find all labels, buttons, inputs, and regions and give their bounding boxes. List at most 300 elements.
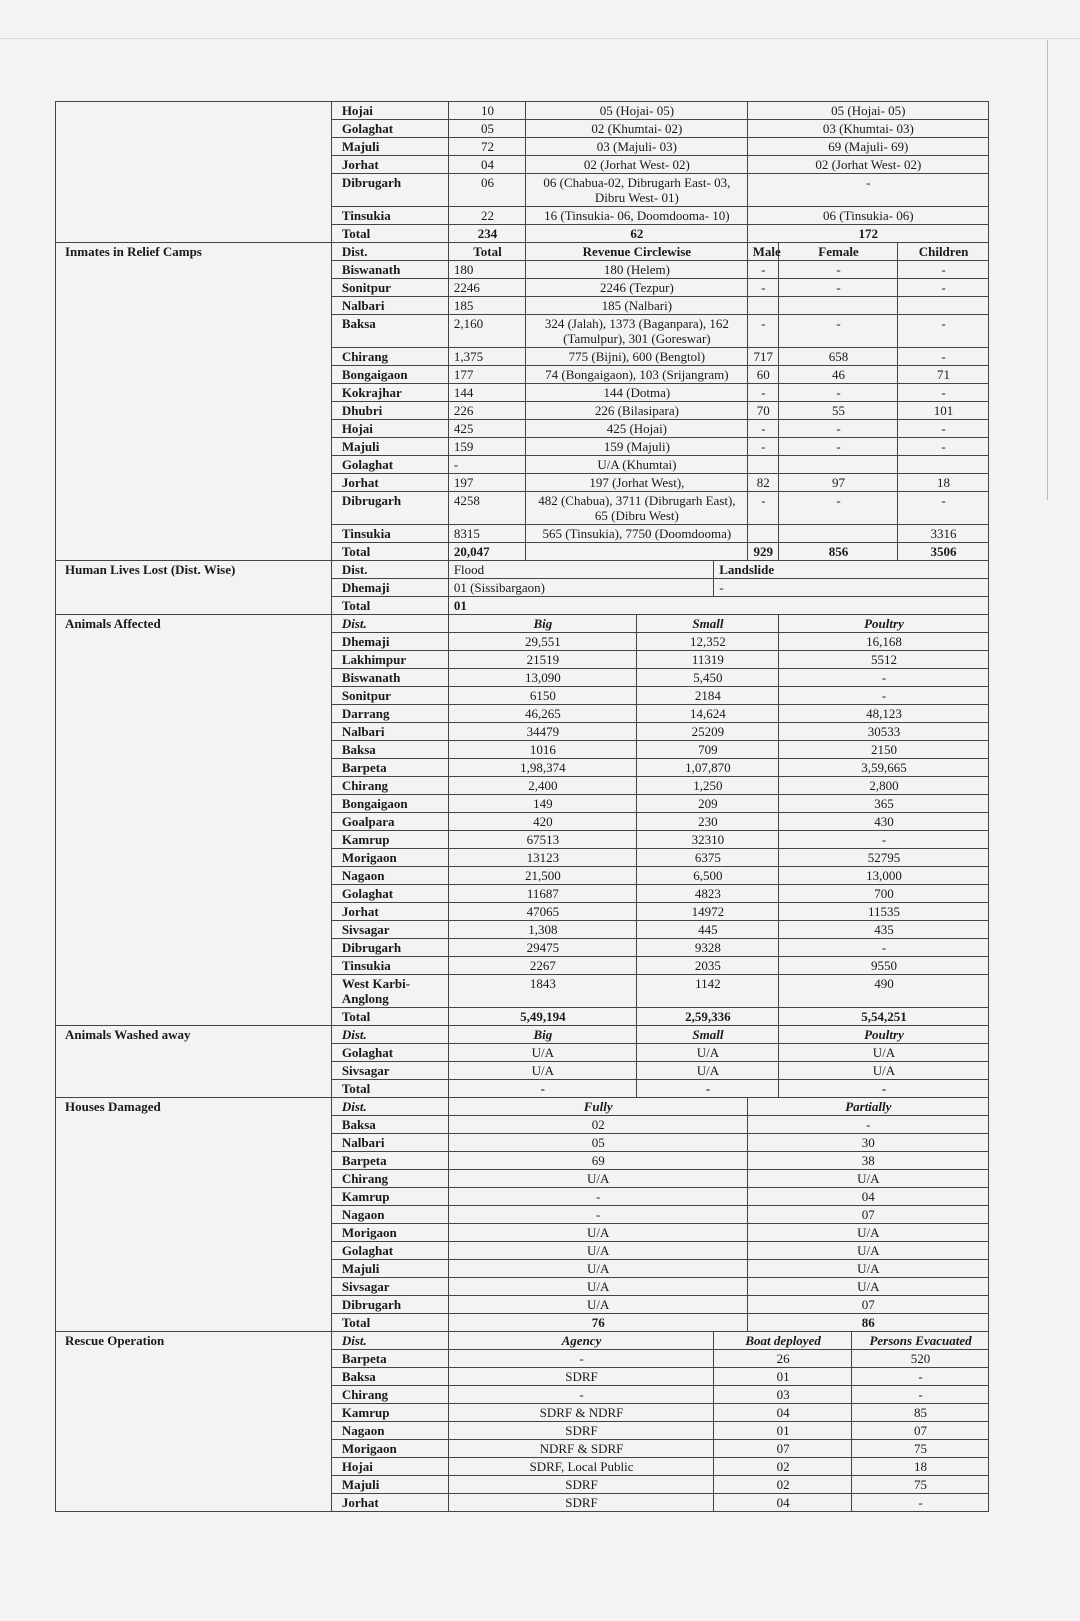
circle-cell: 03 (Khumtai- 03) [747,120,988,138]
column-header: Flood [448,561,713,579]
district-name: Nalbari [331,297,448,315]
small-cell: 1142 [636,975,778,1008]
female-cell: - [778,492,897,525]
district-name: Morigaon [331,849,448,867]
district-name: Baksa [331,741,448,759]
count-cell: 22 [448,207,525,225]
count-cell: 72 [448,138,525,156]
fully-cell: U/A [448,1296,747,1314]
column-header: Fully [448,1098,747,1116]
small-cell: 12,352 [636,633,778,651]
circle-cell: 06 (Chabua-02, Dibrugarh East- 03, Dibru West- 01) [526,174,747,207]
persons-cell: - [852,1494,989,1512]
circle-cell [526,543,747,561]
big-cell: 13,090 [448,669,636,687]
big-cell: 2267 [448,957,636,975]
boat-cell: 03 [714,1386,852,1404]
section-label: Animals Washed away [56,1026,332,1098]
district-name: Total [331,1080,448,1098]
fully-cell: - [448,1206,747,1224]
male-cell: 70 [747,402,778,420]
district-name: Tinsukia [331,957,448,975]
district-name: Baksa [331,315,448,348]
agency-cell: SDRF [448,1476,713,1494]
circle-cell: 62 [526,225,747,243]
fully-cell: 05 [448,1134,747,1152]
circle-cell: 226 (Bilasipara) [526,402,747,420]
big-cell: U/A [448,1044,636,1062]
poultry-cell: - [778,1080,988,1098]
column-header: Dist. [331,243,448,261]
count-cell: 05 [448,120,525,138]
district-name: Golaghat [331,120,448,138]
district-name: Darrang [331,705,448,723]
female-cell [778,525,897,543]
column-header: Male [747,243,778,261]
big-cell: 420 [448,813,636,831]
small-cell: 11319 [636,651,778,669]
big-cell: 67513 [448,831,636,849]
column-header: Female [778,243,897,261]
circle-cell: 185 (Nalbari) [526,297,747,315]
partially-cell: 07 [747,1296,988,1314]
agency-cell: SDRF [448,1494,713,1512]
district-name: Total [331,597,448,615]
table-row [56,1332,989,1350]
children-cell: - [898,261,989,279]
agency-cell: SDRF & NDRF [448,1404,713,1422]
small-cell: 445 [636,921,778,939]
circle-cell: 159 (Majuli) [526,438,747,456]
column-header: Landslide [714,561,989,579]
big-cell: 5,49,194 [448,1008,636,1026]
column-header: Dist. [331,1026,448,1044]
district-name: Total [331,543,448,561]
total-cell: 226 [448,402,525,420]
children-cell: - [898,438,989,456]
small-cell: 9328 [636,939,778,957]
small-cell: 1,250 [636,777,778,795]
small-cell: 14972 [636,903,778,921]
small-cell: U/A [636,1062,778,1080]
persons-cell: 85 [852,1404,989,1422]
column-header: Dist. [331,561,448,579]
poultry-cell: - [778,687,988,705]
fully-cell: U/A [448,1224,747,1242]
district-name: Chirang [331,777,448,795]
district-name: Nagaon [331,1206,448,1224]
district-name: Total [331,1008,448,1026]
column-header: Partially [747,1098,988,1116]
female-cell: - [778,279,897,297]
partially-cell: U/A [747,1224,988,1242]
children-cell: 18 [898,474,989,492]
district-name: Sonitpur [331,279,448,297]
big-cell: 149 [448,795,636,813]
circle-cell: 425 (Hojai) [526,420,747,438]
page-edge-line [0,38,1080,39]
district-name: Jorhat [331,474,448,492]
district-name: Chirang [331,348,448,366]
district-name: Sonitpur [331,687,448,705]
circle-cell: 16 (Tinsukia- 06, Doomdooma- 10) [526,207,747,225]
fully-cell: 76 [448,1314,747,1332]
total-cell: 2246 [448,279,525,297]
poultry-cell: 2150 [778,741,988,759]
male-cell: - [747,384,778,402]
fully-cell: U/A [448,1260,747,1278]
table-row [56,102,989,120]
big-cell: 1,308 [448,921,636,939]
poultry-cell: 3,59,665 [778,759,988,777]
circle-cell: 05 (Hojai- 05) [747,102,988,120]
district-name: Dibrugarh [331,1296,448,1314]
district-name: Kokrajhar [331,384,448,402]
circle-cell: 05 (Hojai- 05) [526,102,747,120]
district-name: Golaghat [331,1044,448,1062]
male-cell: - [747,438,778,456]
column-header: Dist. [331,1332,448,1350]
circle-cell: 180 (Helem) [526,261,747,279]
boat-cell: 01 [714,1368,852,1386]
small-cell: 2035 [636,957,778,975]
small-cell: 6375 [636,849,778,867]
big-cell: 34479 [448,723,636,741]
children-cell: 3316 [898,525,989,543]
circle-cell: - [747,174,988,207]
poultry-cell: 16,168 [778,633,988,651]
children-cell: 3506 [898,543,989,561]
district-name: Sivsagar [331,1278,448,1296]
male-cell: - [747,420,778,438]
poultry-cell: U/A [778,1062,988,1080]
district-name: Dibrugarh [331,939,448,957]
big-cell: 47065 [448,903,636,921]
small-cell: 32310 [636,831,778,849]
poultry-cell: 490 [778,975,988,1008]
district-name: Lakhimpur [331,651,448,669]
persons-cell: 75 [852,1440,989,1458]
female-cell: - [778,315,897,348]
big-cell: 21519 [448,651,636,669]
boat-cell: 02 [714,1458,852,1476]
big-cell: 1843 [448,975,636,1008]
fully-cell: 02 [448,1116,747,1134]
district-name: Nagaon [331,867,448,885]
table-row [56,1098,989,1116]
children-cell: - [898,279,989,297]
section-label: Houses Damaged [56,1098,332,1332]
fully-cell: U/A [448,1278,747,1296]
district-name: Majuli [331,138,448,156]
agency-cell: NDRF & SDRF [448,1440,713,1458]
district-name: Dhubri [331,402,448,420]
agency-cell: - [448,1350,713,1368]
children-cell: - [898,384,989,402]
male-cell [747,456,778,474]
district-name: Chirang [331,1386,448,1404]
circle-cell: 02 (Jorhat West- 02) [526,156,747,174]
district-name: Baksa [331,1368,448,1386]
column-header: Poultry [778,615,988,633]
column-header: Big [448,615,636,633]
big-cell: 29475 [448,939,636,957]
district-name: Bongaigaon [331,795,448,813]
district-name: Total [331,1314,448,1332]
fully-cell: 69 [448,1152,747,1170]
male-cell: 717 [747,348,778,366]
total-cell: 8315 [448,525,525,543]
fully-cell: U/A [448,1242,747,1260]
circle-cell: 172 [747,225,988,243]
small-cell: 209 [636,795,778,813]
total-cell: - [448,456,525,474]
fully-cell: U/A [448,1170,747,1188]
district-name: Barpeta [331,1350,448,1368]
big-cell: 13123 [448,849,636,867]
children-cell: - [898,420,989,438]
column-header: Dist. [331,1098,448,1116]
partially-cell: 07 [747,1206,988,1224]
district-name: Dibrugarh [331,174,448,207]
poultry-cell: 2,800 [778,777,988,795]
female-cell: 856 [778,543,897,561]
male-cell: 82 [747,474,778,492]
partially-cell: 38 [747,1152,988,1170]
small-cell: 230 [636,813,778,831]
male-cell [747,297,778,315]
district-name: Tinsukia [331,525,448,543]
female-cell: 97 [778,474,897,492]
persons-cell: - [852,1368,989,1386]
district-name: Jorhat [331,1494,448,1512]
children-cell: 71 [898,366,989,384]
female-cell: - [778,438,897,456]
poultry-cell: U/A [778,1044,988,1062]
district-name: Morigaon [331,1440,448,1458]
partially-cell: 86 [747,1314,988,1332]
district-name: Hojai [331,102,448,120]
district-name: Jorhat [331,156,448,174]
district-name: Kamrup [331,831,448,849]
district-name: Dhemaji [331,633,448,651]
section-label-empty [56,102,332,243]
poultry-cell: 9550 [778,957,988,975]
female-cell: 55 [778,402,897,420]
persons-cell: - [852,1386,989,1404]
district-name: Dibrugarh [331,492,448,525]
female-cell: 658 [778,348,897,366]
section-label: Animals Affected [56,615,332,1026]
column-header: Persons Evacuated [852,1332,989,1350]
poultry-cell: 700 [778,885,988,903]
district-name: Biswanath [331,261,448,279]
female-cell: - [778,384,897,402]
column-header: Total [448,243,525,261]
poultry-cell: 5512 [778,651,988,669]
total-cell: 425 [448,420,525,438]
male-cell: - [747,492,778,525]
table-row [56,561,989,579]
big-cell: U/A [448,1062,636,1080]
count-cell: 10 [448,102,525,120]
male-cell: - [747,315,778,348]
female-cell: - [778,261,897,279]
persons-cell: 520 [852,1350,989,1368]
male-cell: 60 [747,366,778,384]
partially-cell: U/A [747,1242,988,1260]
persons-cell: 75 [852,1476,989,1494]
district-name: Bongaigaon [331,366,448,384]
small-cell: 2184 [636,687,778,705]
total-cell: 20,047 [448,543,525,561]
big-cell: 21,500 [448,867,636,885]
district-name: Nalbari [331,723,448,741]
total-cell: 4258 [448,492,525,525]
table-row [56,1026,989,1044]
poultry-cell: 11535 [778,903,988,921]
district-name: Sivsagar [331,921,448,939]
boat-cell: 26 [714,1350,852,1368]
poultry-cell: - [778,831,988,849]
persons-cell: 07 [852,1422,989,1440]
poultry-cell: 365 [778,795,988,813]
total-cell: 185 [448,297,525,315]
boat-cell: 04 [714,1404,852,1422]
children-cell: 101 [898,402,989,420]
poultry-cell: 13,000 [778,867,988,885]
column-header: Small [636,615,778,633]
district-name: Goalpara [331,813,448,831]
column-header: Big [448,1026,636,1044]
total-cell: 180 [448,261,525,279]
children-cell [898,297,989,315]
circle-cell: 03 (Majuli- 03) [526,138,747,156]
circle-cell: 06 (Tinsukia- 06) [747,207,988,225]
circle-cell: 197 (Jorhat West), [526,474,747,492]
poultry-cell: 430 [778,813,988,831]
agency-cell: SDRF [448,1422,713,1440]
small-cell: 709 [636,741,778,759]
boat-cell: 04 [714,1494,852,1512]
district-name: West Karbi-Anglong [331,975,448,1008]
column-header: Small [636,1026,778,1044]
district-name: Total [331,225,448,243]
column-header: Dist. [331,615,448,633]
district-name: Morigaon [331,1224,448,1242]
total-cell: 144 [448,384,525,402]
circle-cell: 02 (Jorhat West- 02) [747,156,988,174]
flood-cell: 01 (Sissibargaon) [448,579,713,597]
big-cell: - [448,1080,636,1098]
partially-cell: - [747,1116,988,1134]
district-name: Hojai [331,1458,448,1476]
male-cell: 929 [747,543,778,561]
small-cell: U/A [636,1044,778,1062]
partially-cell: 30 [747,1134,988,1152]
poultry-cell: 52795 [778,849,988,867]
female-cell: - [778,420,897,438]
district-name: Majuli [331,1260,448,1278]
big-cell: 6150 [448,687,636,705]
circle-cell: 565 (Tinsukia), 7750 (Doomdooma) [526,525,747,543]
total-cell: 1,375 [448,348,525,366]
section-label: Rescue Operation [56,1332,332,1512]
boat-cell: 07 [714,1440,852,1458]
total-cell: 197 [448,474,525,492]
big-cell: 1,98,374 [448,759,636,777]
count-cell: 234 [448,225,525,243]
big-cell: 2,400 [448,777,636,795]
total-cell: 159 [448,438,525,456]
poultry-cell: 48,123 [778,705,988,723]
district-name: Jorhat [331,903,448,921]
district-name: Kamrup [331,1404,448,1422]
children-cell: - [898,315,989,348]
district-name: Tinsukia [331,207,448,225]
section-label: Human Lives Lost (Dist. Wise) [56,561,332,615]
persons-cell: 18 [852,1458,989,1476]
district-name: Majuli [331,438,448,456]
small-cell: 5,450 [636,669,778,687]
table-row [56,615,989,633]
circle-cell: 482 (Chabua), 3711 (Dibrugarh East), 65 (Dibru West) [526,492,747,525]
district-name: Biswanath [331,669,448,687]
column-header: Agency [448,1332,713,1350]
partially-cell: U/A [747,1170,988,1188]
total-cell: 177 [448,366,525,384]
female-cell [778,456,897,474]
children-cell: - [898,492,989,525]
boat-cell: 01 [714,1422,852,1440]
children-cell [898,456,989,474]
landslide-cell: - [714,579,989,597]
circle-cell: 2246 (Tezpur) [526,279,747,297]
district-name: Dhemaji [331,579,448,597]
circle-cell: U/A (Khumtai) [526,456,747,474]
poultry-cell: 435 [778,921,988,939]
circle-cell: 324 (Jalah), 1373 (Baganpara), 162 (Tamulpur), 301 (Goreswar) [526,315,747,348]
female-cell [778,297,897,315]
male-cell: - [747,279,778,297]
agency-cell: SDRF [448,1368,713,1386]
small-cell: 4823 [636,885,778,903]
count-cell: 04 [448,156,525,174]
column-header: Revenue Circlewise [526,243,747,261]
agency-cell: - [448,1386,713,1404]
male-cell: - [747,261,778,279]
big-cell: 11687 [448,885,636,903]
small-cell: - [636,1080,778,1098]
district-name: Barpeta [331,759,448,777]
district-name: Hojai [331,420,448,438]
circle-cell: 144 (Dotma) [526,384,747,402]
male-cell [747,525,778,543]
circle-cell: 69 (Majuli- 69) [747,138,988,156]
district-name: Baksa [331,1116,448,1134]
flood-cell: 01 [448,597,988,615]
district-name: Golaghat [331,1242,448,1260]
table-row [56,243,989,261]
poultry-cell: - [778,669,988,687]
column-header: Boat deployed [714,1332,852,1350]
big-cell: 1016 [448,741,636,759]
total-cell: 2,160 [448,315,525,348]
small-cell: 6,500 [636,867,778,885]
poultry-cell: 30533 [778,723,988,741]
district-name: Sivsagar [331,1062,448,1080]
flood-report-table [55,101,989,1512]
